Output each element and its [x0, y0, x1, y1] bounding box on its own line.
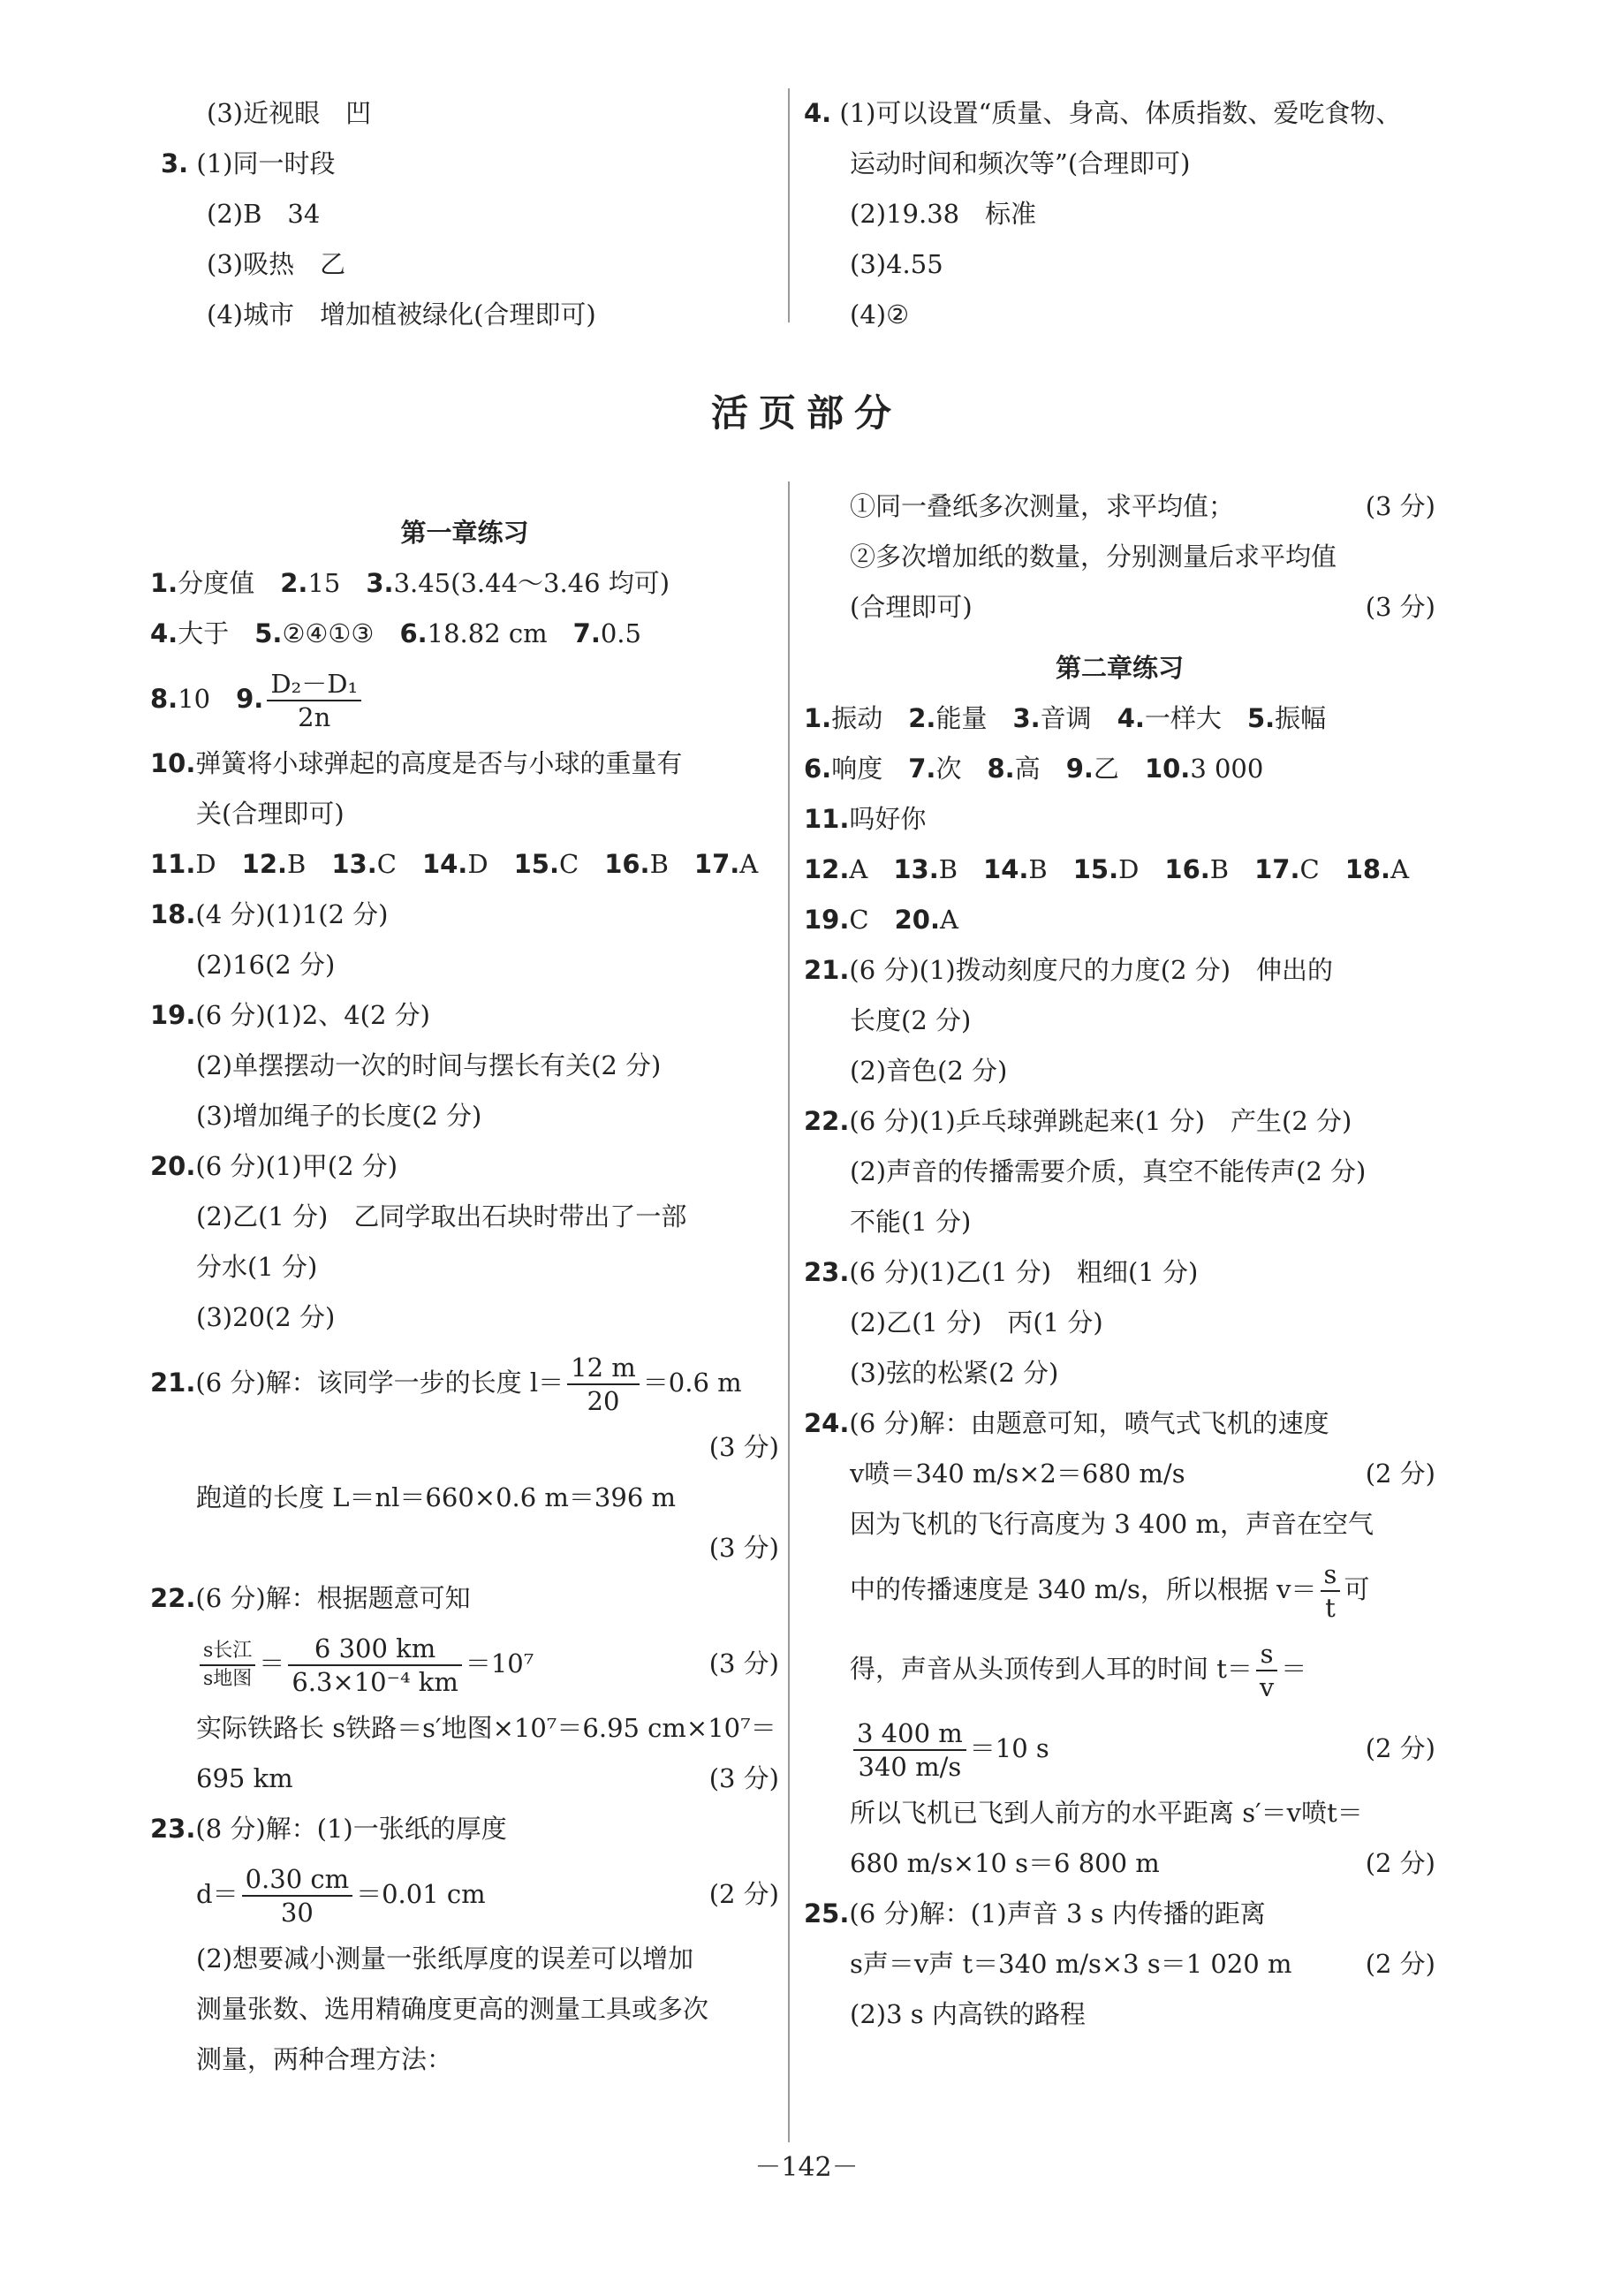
answer-line: 运动时间和频次等”(合理即可)	[850, 148, 1191, 178]
answer-line: (3)增加绳子的长度(2 分)	[196, 1101, 482, 1131]
column-divider	[788, 481, 790, 2142]
question-number: 19.	[150, 1000, 196, 1030]
answer-line: 680 m/s×10 s＝6 800 m	[850, 1848, 1160, 1878]
answer-line: (2)19.38 标准	[850, 199, 1037, 229]
answer-line: 中的传播速度是 340 m/s，所以根据 v＝ $\frac{s}{t}$ 可	[850, 1559, 1370, 1623]
fraction: $\frac{s}{t}$	[1321, 1558, 1341, 1624]
answer-line: (1)同一时段	[196, 148, 336, 178]
fraction: $\frac{12 m}{20}$	[567, 1352, 640, 1417]
chapter-2-title: 第二章练习	[1055, 653, 1184, 683]
answer-line: (6 分)解：(1)声音 3 s 内传播的距离	[849, 1898, 1266, 1928]
chapter-1-title: 第一章练习	[400, 518, 529, 548]
question-number: 25.	[804, 1898, 850, 1928]
answer-line: (2)3 s 内高铁的路程	[850, 1999, 1086, 2029]
fraction: $\frac{s}{v}$	[1256, 1638, 1277, 1703]
score-label: (2 分)	[1365, 1848, 1435, 1878]
answer-line: 695 km	[196, 1763, 293, 1793]
answer-line: (2)16(2 分)	[196, 950, 336, 980]
answer-line: 19.C 20.A	[804, 905, 958, 935]
score-label: (3 分)	[708, 1432, 779, 1462]
answer-line: (2)想要减小测量一张纸厚度的误差可以增加	[196, 1944, 694, 1974]
answer-line: (4 分)(1)1(2 分)	[195, 899, 389, 929]
chapter-2-column	[804, 481, 1435, 2040]
answer-line: 12.A 13.B 14.B 15.D 16.B 17.C 18.A	[804, 854, 1410, 884]
answer-line: 8.10 9. $\frac{\text{D₂－D₁}}{2n}$	[150, 659, 779, 739]
answer-line: (2)B 34	[207, 199, 321, 229]
answer-line: (2)声音的传播需要介质，真空不能传声(2 分)	[850, 1156, 1367, 1186]
answer-line: 实际铁路长 s铁路＝s′地图×10⁷＝6.95 cm×10⁷＝	[196, 1713, 776, 1743]
question-number: 3.	[161, 148, 189, 178]
answer-line: (合理即可)	[850, 592, 973, 622]
answer-line: 所以飞机已飞到人前方的水平距离 s′＝v喷t＝	[850, 1798, 1363, 1828]
answer-line: 6.响度 7.次 8.高 9.乙 10.3 000	[804, 754, 1264, 784]
score-label: (2 分)	[1365, 1949, 1435, 1979]
answer-line: 弹簧将小球弹起的高度是否与小球的重量有	[195, 748, 683, 778]
question-number: 23.	[150, 1814, 196, 1844]
answer-line: 4.大于 5.②④①③ 6.18.82 cm 7.0.5	[150, 618, 641, 648]
answer-line: (6 分)解：由题意可知，喷气式飞机的速度	[849, 1408, 1329, 1438]
top-right-column	[804, 88, 1440, 340]
column-divider	[788, 88, 790, 322]
page-number: －142－	[754, 2152, 859, 2183]
section-title: 活页部分	[710, 391, 902, 435]
answer-line: 11.D 12.B 13.C 14.D 15.C 16.B 17.A	[150, 849, 759, 879]
answer-line: (8 分)解：(1)一张纸的厚度	[195, 1814, 507, 1844]
question-number: 4.	[804, 98, 832, 128]
answer-line: (2)乙(1 分) 丙(1 分)	[850, 1307, 1103, 1337]
question-number: 21.	[804, 955, 850, 985]
answer-line: 不能(1 分)	[850, 1207, 972, 1237]
score-label: (3 分)	[1365, 592, 1435, 622]
question-number: 24.	[804, 1408, 850, 1438]
chapter-1-column	[150, 508, 779, 2085]
answer-line: (2)单摆摆动一次的时间与摆长有关(2 分)	[196, 1050, 662, 1080]
answer-line: (3)近视眼 凹	[207, 98, 372, 128]
answer-line: $\frac{3 400 m}{340 m/s}$ ＝10 s (2 分)	[804, 1709, 1435, 1788]
score-label: (3 分)	[708, 1763, 779, 1793]
answer-line: 分水(1 分)	[196, 1252, 318, 1282]
score-label: (3 分)	[1365, 491, 1435, 521]
question-number: 22.	[804, 1106, 850, 1136]
top-left-column	[161, 88, 779, 340]
answer-line: 长度(2 分)	[850, 1005, 972, 1035]
answer-line: ①同一叠纸多次测量，求平均值；	[850, 491, 1235, 521]
answer-line: 跑道的长度 L＝nl＝660×0.6 m＝396 m	[196, 1482, 676, 1512]
score-label: (2 分)	[708, 1879, 779, 1909]
answer-line: (2)乙(1 分) 乙同学取出石块时带出了一部	[196, 1201, 687, 1231]
answer-line: (4)②	[850, 299, 910, 330]
answer-line: (3)20(2 分)	[196, 1302, 336, 1332]
answer-line: s声＝v声 t＝340 m/s×3 s＝1 020 m	[850, 1949, 1292, 1979]
answer-line: 因为飞机的飞行高度为 3 400 m，声音在空气	[850, 1509, 1374, 1539]
fraction: $\frac{3 400 m}{340 m/s}$	[853, 1717, 966, 1783]
answer-line: (1)可以设置“质量、身高、体质指数、爱吃食物、	[839, 98, 1402, 128]
answer-line: ②多次增加纸的数量，分别测量后求平均值	[850, 542, 1337, 572]
answer-line: (6 分)(1)乒乓球弹跳起来(1 分) 产生(2 分)	[849, 1106, 1352, 1136]
answer-line: 11.吗好你	[804, 804, 927, 834]
answer-line: (3)弦的松紧(2 分)	[850, 1358, 1059, 1388]
score-label: (2 分)	[1365, 1459, 1435, 1489]
answer-line: 关(合理即可)	[196, 799, 345, 829]
answer-line: 1.振动 2.能量 3.音调 4.一样大 5.振幅	[804, 703, 1327, 733]
question-number: 10.	[150, 748, 196, 778]
answer-line: 21.(6 分)解：该同学一步的长度 l＝ $\frac{12 m}{20}$ ＝0.6 m	[150, 1353, 742, 1416]
answer-line: (3)吸热 乙	[207, 249, 346, 279]
answer-line: 1.分度值 2.15 3.3.45(3.44～3.46 均可)	[150, 568, 670, 598]
answer-line: 得，声音从头顶传到人耳的时间 t＝ $\frac{s}{v}$ ＝	[850, 1639, 1307, 1702]
answer-line: (6 分)(1)2、4(2 分)	[195, 1000, 430, 1030]
fraction: $\frac{6 300 km}{\text{6.3×10⁻⁴ km}}$	[288, 1633, 462, 1698]
answer-line: (6 分)(1)甲(2 分)	[195, 1151, 398, 1181]
question-number: 20.	[150, 1151, 196, 1181]
answer-line: (3)4.55	[850, 249, 943, 279]
answer-line: (6 分)解：根据题意可知	[195, 1583, 471, 1613]
question-number: 23.	[804, 1257, 850, 1287]
answer-line: d＝ $\frac{0.30 cm}{30}$ ＝0.01 cm (2 分)	[150, 1854, 779, 1934]
fraction: $\frac{0.30 cm}{30}$	[242, 1863, 353, 1928]
question-number: 22.	[150, 1583, 196, 1613]
answer-line: 测量，两种合理方法：	[196, 2044, 453, 2074]
answer-line: (2)音色(2 分)	[850, 1056, 1008, 1086]
score-label: (3 分)	[708, 1648, 779, 1678]
answer-line: 测量张数、选用精确度更高的测量工具或多次	[196, 1994, 709, 2024]
answer-line: (6 分)(1)乙(1 分) 粗细(1 分)	[849, 1257, 1199, 1287]
score-label: (2 分)	[1365, 1733, 1435, 1763]
question-number: 18.	[150, 899, 196, 929]
answer-line: (6 分)(1)拨动刻度尺的力度(2 分) 伸出的	[849, 955, 1334, 985]
answer-line: $\frac{\text{s长江}}{\text{s地图}}$ ＝ $\frac{6 300 km}{\text{6.3×10⁻⁴ km}}$ ＝10⁷ (3 分)	[150, 1624, 779, 1703]
fraction: $\frac{\text{D₂－D₁}}{2n}$	[267, 668, 361, 733]
answer-line: v喷＝340 m/s×2＝680 m/s	[850, 1459, 1185, 1489]
answer-line: (4)城市 增加植被绿化(合理即可)	[207, 299, 596, 330]
score-label: (3 分)	[708, 1533, 779, 1563]
